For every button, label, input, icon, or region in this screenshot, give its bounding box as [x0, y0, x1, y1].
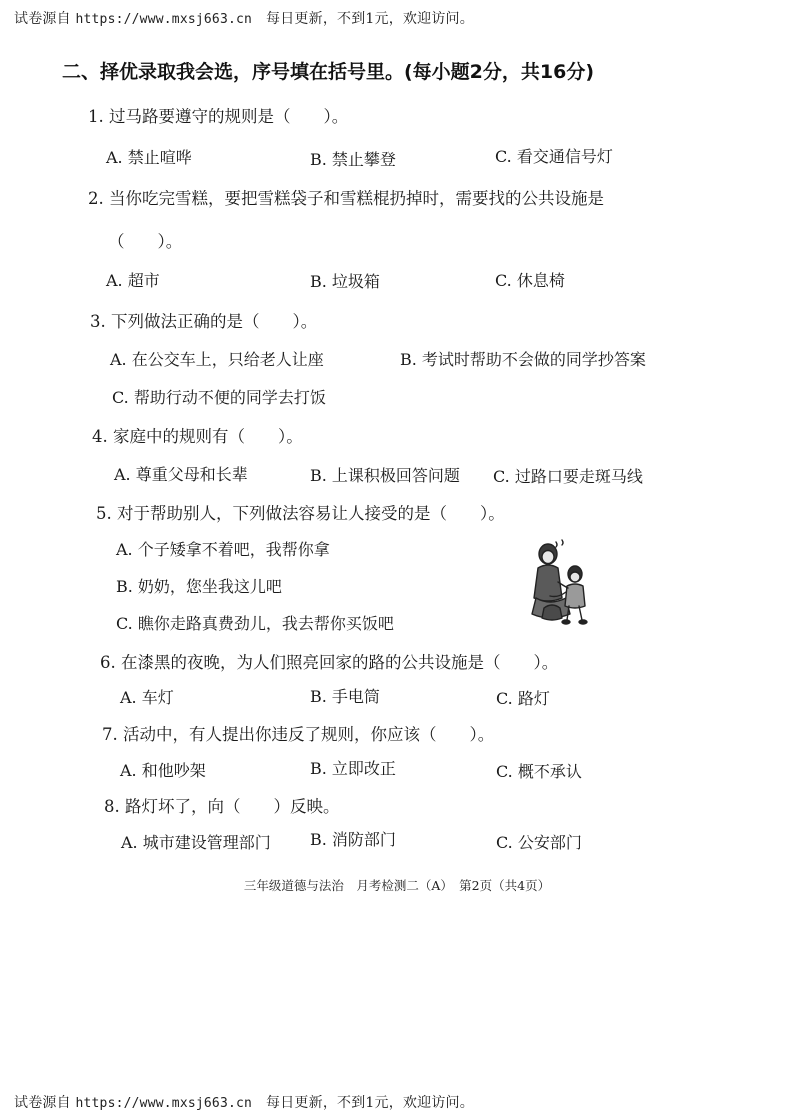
- question-3-option-c: C. 帮助行动不便的同学去打饭: [112, 388, 326, 407]
- question-2-option-b: B. 垃圾箱: [310, 272, 380, 291]
- question-5-stem: 5. 对于帮助别人，下列做法容易让人接受的是（ ）。: [96, 504, 505, 523]
- question-2-option-c: C. 休息椅: [495, 271, 565, 290]
- watermark-promo: 每日更新，不到1元，欢迎访问。: [266, 11, 474, 27]
- question-4-stem: 4. 家庭中的规则有（ ）。: [92, 427, 303, 446]
- question-5-option-a: A. 个子矮拿不着吧，我帮你拿: [116, 540, 330, 559]
- question-1-option-a: A. 禁止喧哗: [106, 148, 192, 167]
- question-6-stem: 6. 在漆黑的夜晚，为人们照亮回家的路的公共设施是（ ）。: [100, 653, 559, 672]
- helping-elderly-illustration: [522, 538, 594, 630]
- question-2-option-a: A. 超市: [106, 271, 160, 290]
- question-1-stem: 1. 过马路要遵守的规则是（ ）。: [88, 107, 349, 126]
- watermark-url[interactable]: https://www.mxsj663.cn: [75, 12, 253, 27]
- question-8-option-b: B. 消防部门: [310, 830, 396, 849]
- question-7-stem: 7. 活动中，有人提出你违反了规则，你应该（ ）。: [102, 725, 495, 744]
- question-7-option-a: A. 和他吵架: [120, 761, 206, 780]
- question-1-option-c: C. 看交通信号灯: [495, 147, 613, 166]
- question-1-option-b: B. 禁止攀登: [310, 150, 396, 169]
- watermark-source: 试卷源自: [14, 11, 71, 27]
- question-5-option-c: C. 瞧你走路真费劲儿，我去帮你买饭吧: [116, 614, 394, 633]
- question-8-option-c: C. 公安部门: [496, 833, 582, 852]
- question-2-stem: 2. 当你吃完雪糕，要把雪糕袋子和雪糕棍扔掉时，需要找的公共设施是: [88, 189, 604, 208]
- question-5-option-b: B. 奶奶，您坐我这儿吧: [116, 577, 282, 596]
- question-6-option-b: B. 手电筒: [310, 687, 380, 706]
- question-6-option-c: C. 路灯: [496, 689, 550, 708]
- question-3-option-a: A. 在公交车上，只给老人让座: [110, 350, 324, 369]
- watermark-url-bottom[interactable]: https://www.mxsj663.cn: [75, 1096, 253, 1111]
- question-4-option-c: C. 过路口要走斑马线: [493, 467, 643, 486]
- question-3-stem: 3. 下列做法正确的是（ ）。: [90, 312, 318, 331]
- question-8-stem: 8. 路灯坏了，向（ ）反映。: [104, 797, 340, 816]
- question-4-option-a: A. 尊重父母和长辈: [114, 465, 248, 484]
- question-7-option-c: C. 概不承认: [496, 762, 582, 781]
- section-title: 二、择优录取我会选，序号填在括号里。(每小题2分，共16分): [62, 61, 595, 83]
- watermark-promo-bottom: 每日更新，不到1元，欢迎访问。: [266, 1095, 474, 1111]
- watermark-bottom: [14, 1092, 474, 1112]
- question-3-option-b: B. 考试时帮助不会做的同学抄答案: [400, 350, 646, 369]
- watermark-source-bottom: 试卷源自: [14, 1095, 71, 1111]
- question-8-option-a: A. 城市建设管理部门: [121, 833, 271, 852]
- question-2-stem-cont: （ ）。: [108, 232, 183, 251]
- page-footer: 三年级道德与法治 月考检测二（A） 第2页（共4页）: [243, 878, 551, 893]
- question-7-option-b: B. 立即改正: [310, 759, 396, 778]
- watermark-top: [14, 8, 474, 28]
- question-4-option-b: B. 上课积极回答问题: [310, 466, 460, 485]
- question-6-option-a: A. 车灯: [120, 688, 174, 707]
